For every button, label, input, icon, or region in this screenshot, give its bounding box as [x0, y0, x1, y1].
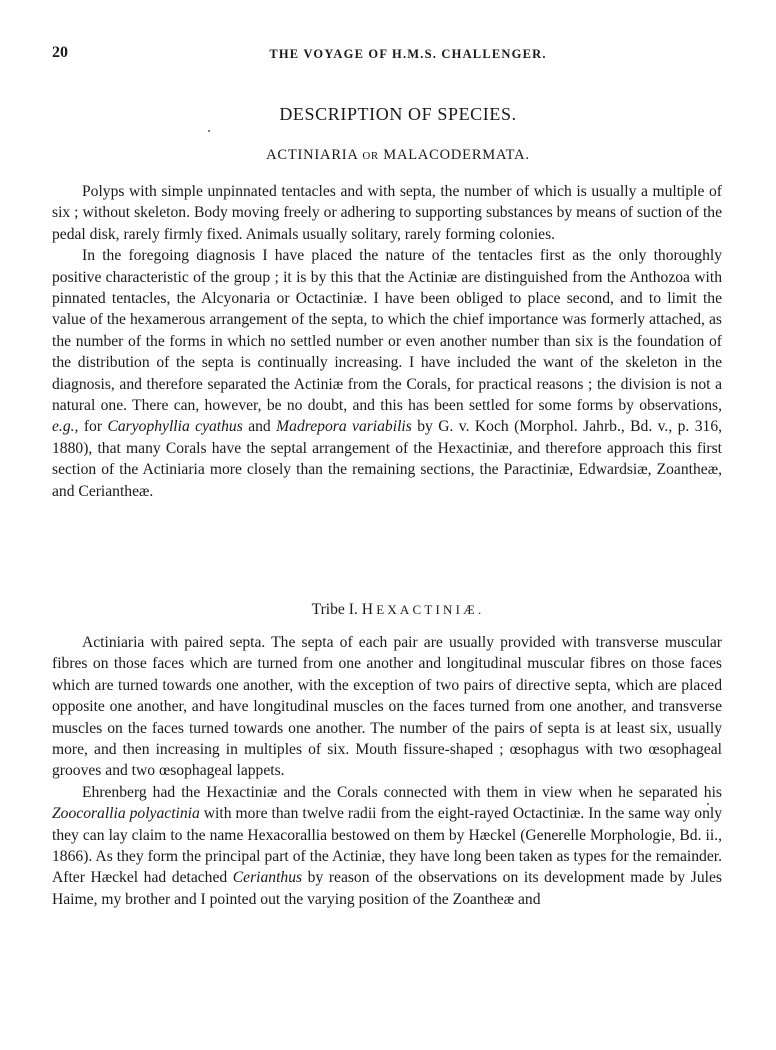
paragraph-history-end: by reason of the observations on its development made by Jules Haime, my brother and I pointed out the varying position of the Zoantheæ and	[52, 869, 722, 908]
word-for: for	[83, 418, 103, 436]
subsection-heading-or: OR	[362, 150, 379, 162]
tribe-heading	[0, 601, 776, 619]
body-block-2	[52, 632, 722, 910]
paragraph-diagnosis-text: In the foregoing diagnosis I have placed the nature of the tentacles first as the only thoroughly positive characteristic of the group ; it is by this that the Actiniæ are distinguished from the Anthozoa with pinnated tentacles, the Alcyonaria or Octactiniæ. I have been obliged to place second, and to limit the value of the hexamerous arrangement of the septa, to which the chief importance was formerly attached, as the number of the forms in which no settled number or even another number than six is the foundation of the distribution of the septa is continually increasing. I have included the want of the skeleton in the diagnosis, and therefore separated the Actiniæ from the Corals, for practical reasons ; the division is not a natural one. There can, however, be no doubt, and this has been settled for some forms by observations,	[52, 247, 722, 415]
paragraph-hexactiniae-diagnosis: Actiniaria with paired septa. The septa of each pair are usually provided with transverse muscular fibres on those faces which are turned from one another and longitudinal muscular fibres on those faces which are turned towards one another, with the exception of two pairs of directive septa, which are placed opposite one another, and have longitudinal muscles on the faces turned from one another, and transverse muscles on the faces turned towards one another. The number of the pairs of septa is at least six, usually more, and then increasing in multiples of six. Mouth fissure-shaped ; œsophagus with two œsophageal grooves and two œsophageal lappets.	[52, 634, 722, 780]
tribe-name-initial: H	[361, 601, 377, 618]
paragraph-definition: Polyps with simple unpinnated tentacles and with septa, the number of which is usually a multiple of six ; without skeleton. Body moving freely or adhering to supporting substances by means of suction of the pedal disk, rarely firmly fixed. Animals usually solitary, rarely forming colonies.	[52, 183, 722, 243]
print-speck	[208, 130, 210, 132]
paragraph-history-text: Ehrenberg had the Hexactiniæ and the Corals connected with them in view when he separated his	[82, 783, 722, 801]
paragraph-diagnosis	[52, 245, 722, 502]
subsection-heading-part1: ACTINIARIA	[266, 147, 358, 163]
body-block-1	[52, 181, 722, 502]
species-caryophyllia: Caryophyllia cyathus	[107, 418, 243, 436]
running-head	[52, 44, 724, 66]
taxon-cerianthus: Cerianthus	[232, 869, 303, 887]
tribe-name-rest: EXACTINIÆ.	[376, 602, 485, 617]
paragraph-diagnosis-end: by G. v. Koch (Morphol. Jahrb., Bd. v., p. 316, 1880), that many Corals have the septal arrangement of the Hexactiniæ, and therefore approach this first section of the Actiniaria more closely than the remaining sections, the Paractiniæ, Edwardsiæ, Zoantheæ, and Ceriantheæ.	[52, 418, 723, 500]
paragraph-history	[52, 782, 722, 910]
species-madrepora: Madrepora variabilis	[276, 418, 412, 436]
subsection-heading	[0, 147, 776, 164]
taxon-zoocorallia: Zoocorallia polyactinia	[52, 805, 200, 823]
subsection-heading-part2: MALACODERMATA.	[383, 147, 530, 163]
tribe-name	[362, 602, 485, 617]
page-number: 20	[52, 44, 68, 61]
paragraph-history-mid: with more than twelve radii from the eight-rayed Octactiniæ. In the same way only they can lay claim to the name Hexacorallia bestowed on them by Hæckel (Generelle Morphologie, Bd. ii., 1866). As they form the principal part of the Actiniæ, they have long been taken as types for the remainder. After Hæckel had detached	[52, 805, 723, 887]
abbrev-eg: e.g.,	[52, 418, 79, 436]
section-heading: DESCRIPTION OF SPECIES.	[279, 104, 517, 124]
word-and: and	[248, 418, 271, 436]
running-title: THE VOYAGE OF H.M.S. CHALLENGER.	[269, 47, 547, 61]
tribe-label: Tribe I.	[311, 601, 358, 618]
